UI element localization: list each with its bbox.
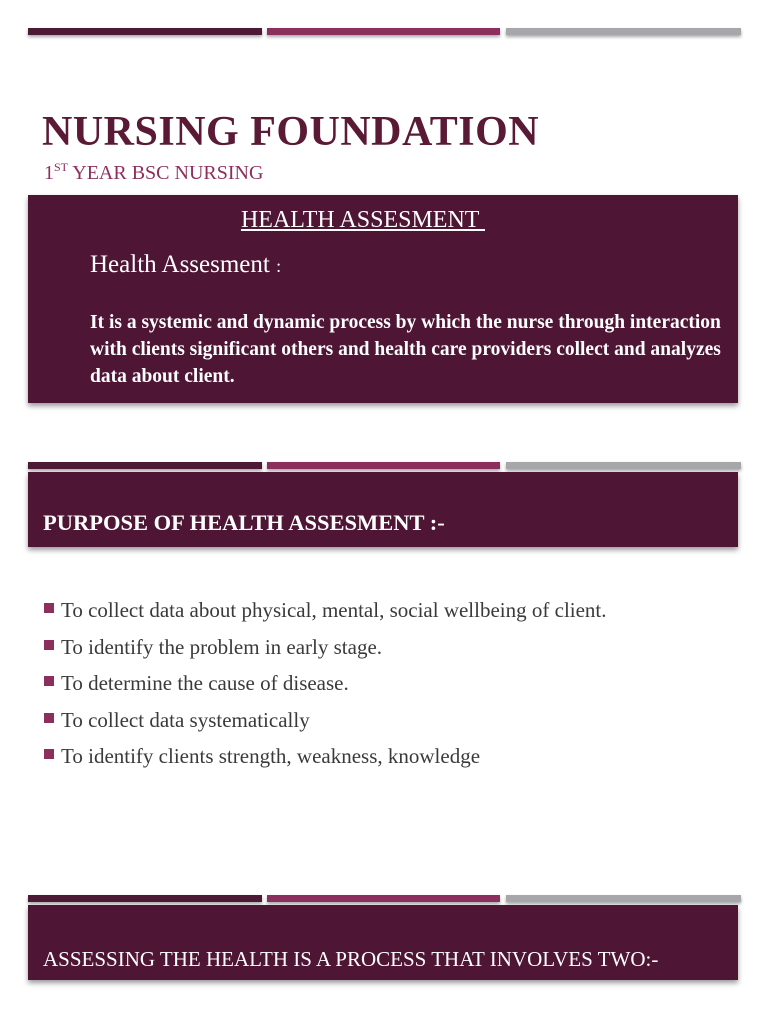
bullet-square-icon [44,640,54,650]
health-assessment-panel [28,195,738,403]
assessing-header-panel [28,905,738,980]
subtitle-number: 1 [44,162,54,184]
accent-bar-magenta [267,895,500,902]
assessing-heading: ASSESSING THE HEALTH IS A PROCESS THAT INVOLVES TWO:- [43,947,659,971]
accent-bar-gray [506,28,741,35]
bullet-square-icon [44,676,54,686]
accent-bars-slide3 [28,895,741,903]
purpose-heading: PURPOSE OF HEALTH ASSESMENT :- [43,510,445,535]
list-item-text: To identify the problem in early stage. [61,634,383,659]
bullet-square-icon [44,749,54,759]
accent-bars-slide2 [28,462,741,470]
list-item-text: To collect data about physical, mental, social wellbeing of client. [61,598,607,622]
accent-bar-magenta [267,28,500,35]
subtitle-superscript: ST [54,160,69,174]
accent-bar-magenta [267,462,500,469]
definition-text: It is a systemic and dynamic process by which the nurse through interaction with clients significant others and health care providers collect and analyzes data about client. [90,312,721,387]
panel-heading: HEALTH ASSESMENT [240,207,486,233]
list-item-text: To identify clients strength, weakness, knowledge [61,744,481,768]
subtitle-text: YEAR BSC NURSING [68,162,264,184]
list-item [44,744,607,781]
bullet-square-icon [44,603,54,613]
list-item [44,671,607,708]
accent-bar-gray [506,462,741,469]
slide-title: NURSING FOUNDATION [42,109,540,155]
slide-subtitle [44,160,263,185]
accent-bar-plum [28,462,262,469]
list-item-text: To collect data systematically [61,707,310,732]
bullet-square-icon [44,713,54,723]
accent-bar-plum [28,28,262,35]
definition-label-text: Health Assesment [90,251,277,278]
accent-bar-plum [28,895,262,902]
definition-label [90,251,281,279]
definition-label-colon: : [276,256,282,276]
purpose-header-panel [28,472,738,547]
accent-bar-gray [506,895,741,902]
list-item [44,635,607,672]
list-item [44,708,607,745]
list-item [44,598,607,635]
purpose-list [44,598,607,781]
top-accent-bars [28,28,741,36]
list-item-text: To determine the cause of disease. [61,671,349,695]
